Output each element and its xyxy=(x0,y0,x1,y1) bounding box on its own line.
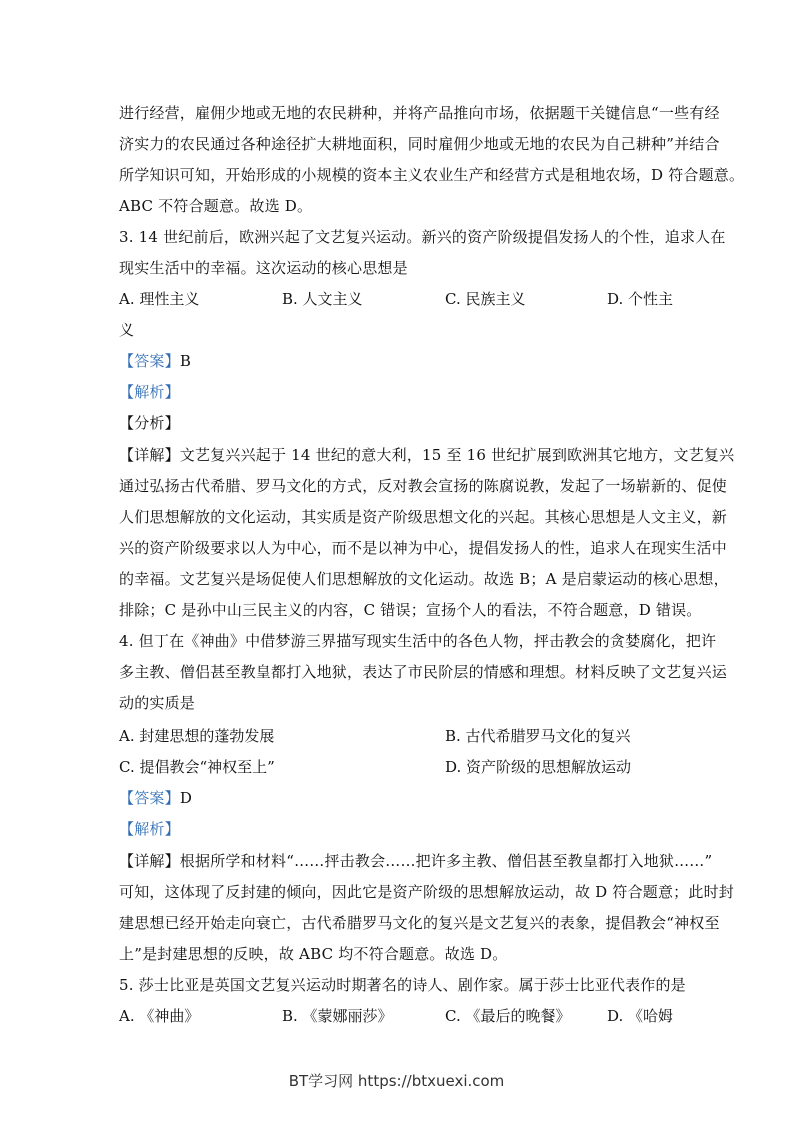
question-4-stem: 动的实质是 xyxy=(119,694,196,712)
q3-option-d-wrap: 义 xyxy=(119,321,135,339)
text-line: 济实力的农民通过各种途径扩大耕地面积，同时雇佣少地或无地的农民为自己耕种”并结合 xyxy=(119,135,720,153)
q4-detail-line: 上”是封建思想的反映，故 ABC 均不符合题意。故选 D。 xyxy=(119,945,508,963)
q3-option-b: B. 人文主义 xyxy=(282,290,363,308)
q4-analysis-tag: 【解析】 xyxy=(119,820,180,838)
question-3-stem: 现实生活中的幸福。这次运动的核心思想是 xyxy=(119,259,408,277)
q3-detail-line: 通过弘扬古代希腊、罗马文化的方式，反对教会宣扬的陈腐说教，发起了一场崭新的、促使 xyxy=(119,477,728,495)
q4-answer xyxy=(119,788,192,808)
q5-option-a: A. 《神曲》 xyxy=(119,1007,200,1025)
question-4-stem: 多主教、僧侣甚至教皇都打入地狱，表达了市民阶层的情感和理想。材料反映了文艺复兴运 xyxy=(119,663,728,681)
q5-option-b: B. 《蒙娜丽莎》 xyxy=(282,1007,393,1025)
q3-detail-line: 【详解】文艺复兴兴起于 14 世纪的意大利，15 至 16 世纪扩展到欧洲其它地方，文艺复兴 xyxy=(119,446,735,464)
q3-option-a: A. 理性主义 xyxy=(119,290,200,308)
q3-detail-line: 排除；C 是孙中山三民主义的内容，C 错误；宣扬个人的看法，不符合题意，D 错误。 xyxy=(119,601,702,619)
q3-analysis-tag: 【解析】 xyxy=(119,383,180,401)
q3-option-c: C. 民族主义 xyxy=(445,290,526,308)
footer-site-link[interactable]: BT学习网 https://btxuexi.com xyxy=(288,1072,505,1090)
q4-detail-line: 建思想已经开始走向衰亡，古代希腊罗马文化的复兴是文艺复兴的表象，提倡教会“神权至 xyxy=(119,914,720,932)
q3-answer xyxy=(119,351,191,371)
answer-tag: 【答案】 xyxy=(119,789,180,807)
text-line: ABC 不符合题意。故选 D。 xyxy=(119,197,313,215)
q4-option-b: B. 古代希腊罗马文化的复兴 xyxy=(445,727,631,745)
text-line: 进行经营，雇佣少地或无地的农民耕种，并将产品推向市场，依据题干关键信息“一些有经 xyxy=(119,104,720,122)
q5-option-c: C. 《最后的晚餐》 xyxy=(445,1007,571,1025)
q4-option-d: D. 资产阶级的思想解放运动 xyxy=(445,758,632,776)
q3-option-d: D. 个性主 xyxy=(607,290,674,308)
q4-option-c: C. 提倡教会“神权至上” xyxy=(119,758,275,776)
q4-detail-line: 可知，这体现了反封建的倾向，因此它是资产阶级的思想解放运动，故 D 符合题意；此时封 xyxy=(119,883,734,901)
question-4-stem: 4. 但丁在《神曲》中借梦游三界描写现实生活中的各色人物，抨击教会的贪婪腐化，把许 xyxy=(119,632,717,650)
answer-value: D xyxy=(179,789,193,807)
answer-tag: 【答案】 xyxy=(119,352,180,370)
q4-option-a: A. 封建思想的蓬勃发展 xyxy=(119,727,275,745)
text-line: 所学知识可知，开始形成的小规模的资本主义农业生产和经营方式是租地农场，D 符合题意。 xyxy=(119,166,745,184)
q3-detail-line: 人们思想解放的文化运动，其实质是资产阶级思想文化的兴起。其核心思想是人文主义，新 xyxy=(119,508,728,526)
question-5-stem: 5. 莎士比亚是英国文艺复兴运动时期著名的诗人、剧作家。属于莎士比亚代表作的是 xyxy=(119,976,686,994)
q3-detail-line: 兴的资产阶级要求以人为中心，而不是以神为中心，提倡发扬人的性，追求人在现实生活中 xyxy=(119,539,728,557)
q3-fenxi-tag: 【分析】 xyxy=(119,414,180,432)
q3-detail-line: 的幸福。文艺复兴是场促使人们思想解放的文化运动。故选 B；A 是启蒙运动的核心思想， xyxy=(119,570,729,588)
answer-value: B xyxy=(179,352,192,370)
question-3-stem: 3. 14 世纪前后，欧洲兴起了文艺复兴运动。新兴的资产阶级提倡发扬人的个性，追求人在 xyxy=(119,228,726,246)
q5-option-d: D. 《哈姆 xyxy=(607,1007,674,1025)
q4-detail-line: 【详解】根据所学和材料“……抨击教会……把许多主教、僧侣甚至教皇都打入地狱……” xyxy=(119,852,713,870)
